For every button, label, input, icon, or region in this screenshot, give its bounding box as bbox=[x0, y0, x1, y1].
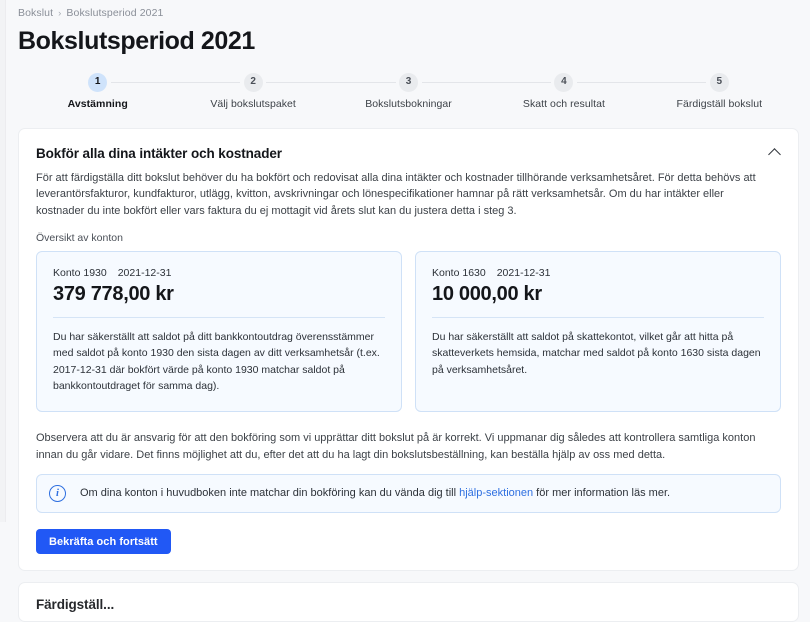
stepper-step-3[interactable] bbox=[331, 73, 486, 110]
stepper bbox=[18, 73, 799, 110]
stepper-step-2-label: Välj bokslutspaket bbox=[210, 97, 296, 110]
bookkeeping-card bbox=[18, 128, 799, 572]
stepper-step-1[interactable] bbox=[20, 73, 175, 110]
stepper-step-4-number: 4 bbox=[554, 73, 573, 92]
account-description: Du har säkerställt att saldot på ditt bankkontoutdrag överensstämmer med saldot på konto 1930 den sista dagen av ditt verksamhetsår (t.ex. 2017-12-31 där bokfört värde på konto 1930 matchar saldot på bankkontoutdraget för samma dag). bbox=[53, 330, 380, 393]
stepper-step-4-label: Skatt och resultat bbox=[522, 97, 605, 110]
info-banner bbox=[36, 474, 781, 513]
account-description: Du har säkerställt att saldot på skattekontot, vilket går att hitta på skatteverkets hemsida, matchar med saldot på konto 1630 sista dagen på verksamhetsåret. bbox=[432, 330, 761, 376]
info-text-after: för mer information läs mer. bbox=[533, 487, 671, 500]
next-card-title: Färdigställ... bbox=[36, 597, 115, 613]
stepper-step-1-label: Avstämning bbox=[67, 97, 128, 110]
stepper-step-3-number: 3 bbox=[399, 73, 418, 92]
card-intro-text: För att färdigställa ditt bokslut behöver du ha bokfört och redovisat alla dina intäkter och kostnader tillhörande verksamhetsåret. För detta behövs att leverantörsfakturor, kundfakturor, utlägg, kvitton, avskrivningar och lönespecifikationer hamnar på rätt verksamhetsår. Om du har intäkter eller kostnader du inte bokfört eller vars faktura du ej mottagit vid årets slut kan du justera detta i steg 3. bbox=[36, 171, 756, 217]
account-date: 2021-12-31 bbox=[117, 266, 172, 279]
account-header bbox=[53, 267, 385, 279]
stepper-step-4[interactable] bbox=[486, 73, 641, 110]
accounts-section-label: Översikt av konton bbox=[36, 231, 123, 244]
stepper-step-5-label: Färdigställ bokslut bbox=[676, 97, 763, 110]
stepper-step-5-number: 5 bbox=[710, 73, 729, 92]
stepper-step-1-number: 1 bbox=[88, 73, 107, 92]
stepper-connector-right bbox=[422, 82, 487, 83]
stepper-connector-left bbox=[331, 82, 396, 83]
stepper-connector-right bbox=[577, 82, 642, 83]
page-content bbox=[7, 0, 810, 613]
account-header bbox=[432, 267, 764, 279]
account-divider bbox=[53, 317, 385, 318]
next-card bbox=[18, 582, 799, 622]
account-amount: 379 778,00 kr bbox=[53, 282, 174, 305]
stepper-step-3-label: Bokslutsbokningar bbox=[365, 97, 452, 110]
account-amount: 10 000,00 kr bbox=[432, 282, 542, 305]
help-section-link[interactable]: hjälp-sektionen bbox=[459, 487, 534, 500]
responsibility-note: Observera att du är ansvarig för att den bokföring som vi upprättar ditt bokslut på är korrekt. Vi uppmanar dig således att kontrollera samtliga konton innan du går vidare. Det finns möjlighet att du, efter det att du ha lagt din bokslutsbeställning, kan beställa hjälp av oss med detta. bbox=[36, 431, 756, 461]
accounts-list bbox=[36, 251, 781, 412]
confirm-and-continue-button[interactable]: Bekräfta och fortsätt bbox=[36, 529, 171, 554]
account-label: Konto 1630 bbox=[432, 266, 486, 279]
stepper-step-2[interactable] bbox=[175, 73, 330, 110]
left-rail bbox=[0, 0, 6, 522]
stepper-step-2-number: 2 bbox=[244, 73, 263, 92]
info-text-before: Om dina konton i huvudboken inte matchar din bokföring kan du vända dig till bbox=[80, 487, 460, 500]
breadcrumb-separator-icon: › bbox=[58, 7, 62, 19]
breadcrumb bbox=[18, 0, 799, 19]
stepper-connector-left bbox=[175, 82, 240, 83]
stepper-connector-left bbox=[486, 82, 551, 83]
stepper-connector-left bbox=[642, 82, 707, 83]
card-title: Bokför alla dina intäkter och kostnader bbox=[36, 145, 282, 161]
info-circle-icon: i bbox=[49, 485, 66, 502]
breadcrumb-item-current[interactable]: Bokslutsperiod 2021 bbox=[66, 7, 164, 19]
account-label: Konto 1930 bbox=[53, 266, 107, 279]
account-divider bbox=[432, 317, 764, 318]
account-date: 2021-12-31 bbox=[496, 266, 551, 279]
page-title: Bokslutsperiod 2021 bbox=[18, 27, 255, 55]
stepper-step-5[interactable] bbox=[642, 73, 797, 110]
account-card-1930 bbox=[36, 251, 402, 412]
stepper-connector-right bbox=[111, 82, 176, 83]
info-banner-text bbox=[80, 486, 670, 501]
stepper-connector-right bbox=[266, 82, 331, 83]
account-card-1630 bbox=[415, 251, 781, 412]
chevron-up-icon bbox=[768, 148, 781, 161]
collapse-toggle-button[interactable] bbox=[764, 143, 784, 163]
breadcrumb-item-bokslut[interactable]: Bokslut bbox=[18, 7, 54, 19]
